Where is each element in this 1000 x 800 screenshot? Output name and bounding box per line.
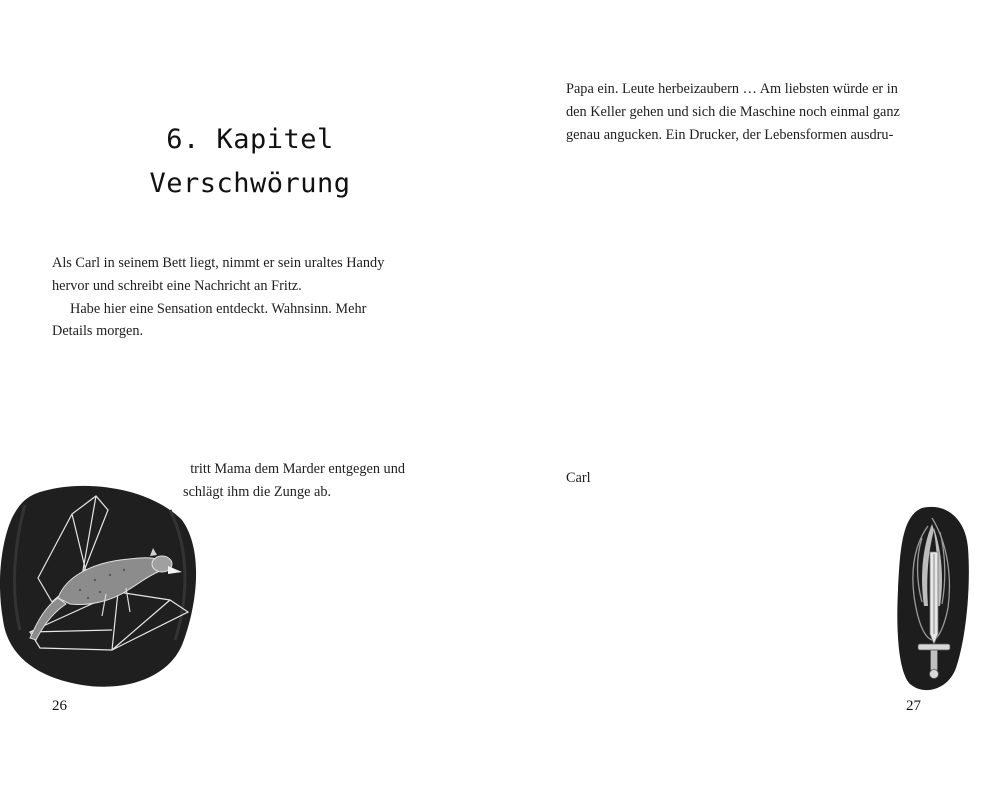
right-wrapped-text bbox=[566, 467, 591, 490]
text-line: hervor und schreibt eine Nachricht an Fritz. bbox=[52, 277, 302, 294]
page-number-left: 26 bbox=[52, 698, 67, 714]
text-line: Als Carl in seinem Bett liegt, nimmt er sein uraltes Handy bbox=[52, 255, 385, 271]
text-line: genau angucken. Ein Drucker, der Lebensformen ausdru- bbox=[566, 126, 894, 143]
chapter-number: 6. Kapitel bbox=[166, 124, 334, 155]
right-page bbox=[500, 0, 1000, 800]
text-line: tritt Mama dem Marder entgegen und bbox=[190, 461, 405, 477]
text-line: Habe hier eine Sensation entdeckt. Wahnsinn. Mehr bbox=[70, 300, 367, 317]
left-body-text bbox=[52, 252, 384, 343]
text-line: Details morgen. bbox=[52, 323, 144, 340]
flaming-sword-illustration bbox=[892, 498, 972, 698]
text-line: den Keller gehen und sich die Maschine noch einmal ganz bbox=[566, 103, 900, 120]
chapter-heading bbox=[100, 118, 400, 206]
right-body-text bbox=[566, 78, 900, 146]
text-line: Papa ein. Leute herbeizaubern … Am liebsten würde er in bbox=[566, 81, 898, 97]
marten-coffin-illustration bbox=[0, 480, 200, 690]
page-number-right: 27 bbox=[906, 698, 921, 714]
chapter-title: Verschwörung bbox=[149, 168, 351, 199]
text-line: schlägt ihm die Zunge ab. bbox=[183, 483, 332, 500]
text-line: Carl bbox=[566, 470, 591, 486]
